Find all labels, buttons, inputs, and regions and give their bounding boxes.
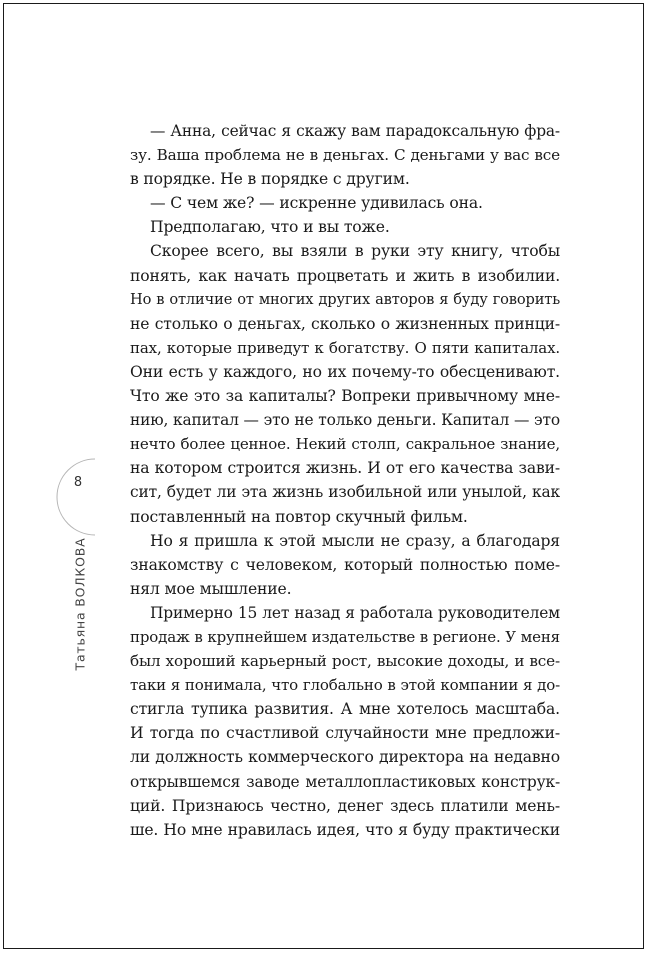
text-line: знакомству с человеком, который полностью поме- (130, 555, 560, 574)
text-line: нял мое мышление. (130, 579, 292, 598)
text-line: открывшемся заводе металлопластиковых конструк- (130, 772, 560, 791)
text-line: пах, которые приведут к богатству. О пяти капиталах. (130, 338, 560, 357)
text-line: ше. Но мне нравилась идея, что я буду практически (130, 820, 560, 839)
running-head-author: Татьяна ВОЛКОВА (72, 537, 88, 671)
text-line: не столько о деньгах, сколько о жизненных принци- (130, 314, 560, 333)
text-line: зу. Ваша проблема не в деньгах. С деньгами у вас все (130, 146, 560, 165)
text-line: Но в отличие от многих других авторов я буду говорить (130, 290, 560, 308)
text-line: Что же это за капиталы? Вопреки привычному мне- (130, 387, 560, 406)
text-line: Примерно 15 лет назад я работала руководителем (150, 603, 560, 622)
text-line: таки я понимала, что глобально в этой компании я до- (130, 676, 560, 695)
text-line: был хороший карьерный рост, высокие доходы, и все- (130, 652, 560, 671)
text-line: Предполагаю, что и вы тоже. (150, 218, 390, 237)
text-line: на котором строится жизнь. И от его качества зави- (130, 459, 560, 478)
text-line: сит, будет ли эта жизнь изобильной или унылой, как (130, 483, 560, 502)
text-line: Но я пришла к этой мысли не сразу, а благодаря (150, 531, 560, 550)
text-line: Они есть у каждого, но их почему-то обесценивают. (130, 362, 560, 381)
text-line: ций. Признаюсь честно, денег здесь платили мень- (130, 796, 560, 815)
text-line: — С чем же? — искренне удивилась она. (150, 194, 483, 213)
text-line: Скорее всего, вы взяли в руки эту книгу, чтобы (150, 242, 560, 261)
text-line: — Анна, сейчас я скажу вам парадоксальную фра- (150, 122, 560, 140)
body-text (130, 119, 560, 842)
text-line: в порядке. Не в порядке с другим. (130, 170, 410, 189)
text-line: ли должность коммерческого директора на недавно (130, 748, 560, 767)
page-number: 8 (73, 475, 83, 490)
text-line: продаж в крупнейшем издательстве в регионе. У меня (130, 627, 560, 646)
text-line: понять, как начать процветать и жить в изобилии. (130, 266, 560, 285)
text-line: И тогда по счастливой случайности мне предложи- (130, 724, 560, 743)
text-line: поставленный на повтор скучный фильм. (130, 507, 468, 526)
text-line: нию, капитал — это не только деньги. Капитал — это (130, 411, 560, 430)
text-line: стигла тупика развития. А мне хотелось масштаба. (130, 700, 560, 719)
text-line: нечто более ценное. Некий столп, сакральное знание, (130, 435, 560, 454)
